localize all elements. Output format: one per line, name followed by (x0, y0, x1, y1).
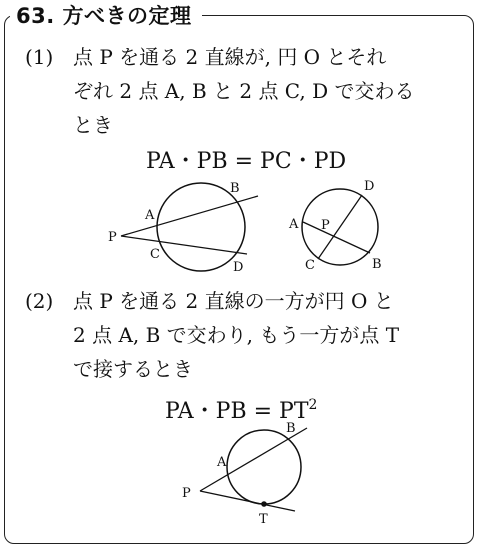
part1-formula: PA・PB = PC・PD (146, 149, 347, 174)
part2-formula-exponent: 2 (308, 397, 318, 413)
figure3-label-b: B (286, 421, 296, 436)
figure1-label-d: D (233, 260, 244, 275)
part1-line3: とき (73, 113, 113, 137)
figure3-tangent-pt (200, 491, 295, 511)
part2-line2: 2 点 A, B で交わり, もう一方が点 T (73, 323, 400, 347)
figure1-label-a: A (145, 208, 155, 223)
part1-line1: 点 P を通る 2 直線が, 円 O とそれ (73, 45, 387, 69)
figure2-label-a: A (289, 217, 299, 232)
part1-number: (1) (25, 45, 54, 69)
figure3-tangent-point (261, 501, 267, 507)
figure1-label-b: B (230, 181, 240, 196)
section-title: 63. 方べきの定理 (10, 2, 202, 30)
part2-line1: 点 P を通る 2 直線の一方が円 O と (73, 289, 394, 313)
figure3-circle (227, 430, 301, 504)
figure3-label-t: T (259, 512, 268, 527)
figure2-label-c: C (305, 258, 315, 273)
part2-line3: で接するとき (73, 357, 193, 381)
figure3-label-a: A (217, 455, 227, 470)
figure1-label-p: P (108, 230, 117, 245)
part2-number: (2) (25, 289, 54, 313)
figure2-label-d: D (364, 179, 375, 194)
figure3-label-p: P (182, 486, 191, 501)
figure2-label-p: P (321, 218, 330, 233)
figure1-label-c: C (150, 247, 160, 262)
figure2-label-b: B (372, 257, 382, 272)
part2-formula-base: PA・PB = PT (165, 399, 309, 424)
part1-line2: ぞれ 2 点 A, B と 2 点 C, D で交わる (73, 79, 415, 103)
